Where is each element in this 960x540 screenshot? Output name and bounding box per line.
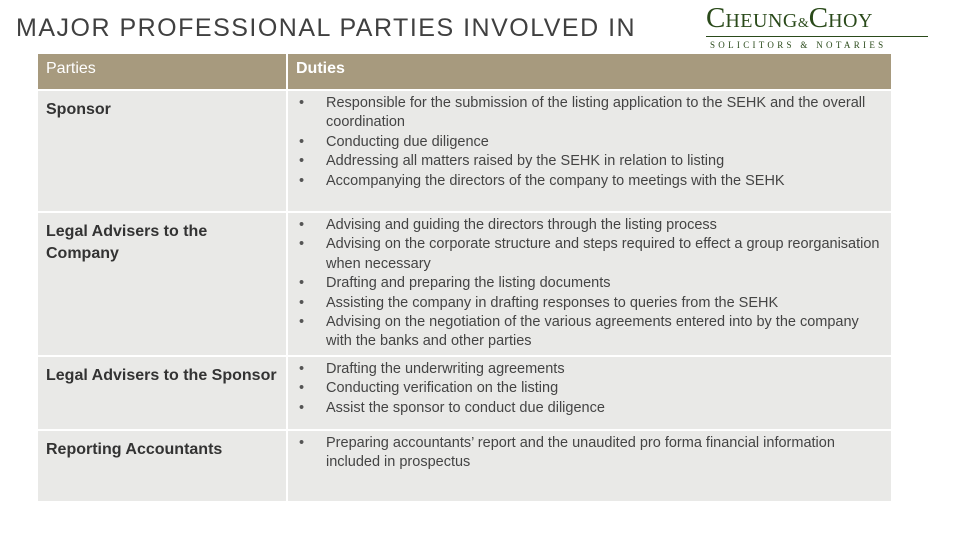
logo-divider bbox=[706, 36, 928, 37]
party-cell bbox=[38, 91, 288, 211]
party-cell bbox=[38, 213, 288, 355]
duty-item: • Assist the sponsor to conduct due diligence bbox=[296, 399, 883, 418]
table-header-row bbox=[38, 54, 891, 91]
slide-title: MAJOR PROFESSIONAL PARTIES INVOLVED IN bbox=[16, 14, 637, 42]
duty-item: • Conducting due diligence bbox=[296, 133, 883, 152]
table-row bbox=[38, 91, 891, 213]
duty-item: • Advising and guiding the directors through the listing process bbox=[296, 216, 883, 235]
logo-tagline: SOLICITORS & NOTARIES bbox=[710, 40, 887, 50]
table-row bbox=[38, 431, 891, 503]
duty-item: • Conducting verification on the listing bbox=[296, 379, 883, 398]
duty-item: • Preparing accountants’ report and the unaudited pro forma financial information included in prospectus bbox=[296, 434, 883, 473]
logo-word: HEUNG bbox=[725, 10, 798, 32]
logo-letter: C bbox=[808, 2, 829, 34]
duties-cell bbox=[288, 91, 891, 211]
party-cell bbox=[38, 357, 288, 429]
header-parties: Parties bbox=[38, 54, 288, 89]
party-cell bbox=[38, 431, 288, 501]
duty-item: • Accompanying the directors of the company to meetings with the SEHK bbox=[296, 172, 883, 191]
duty-item: • Responsible for the submission of the listing application to the SEHK and the overall coordination bbox=[296, 94, 883, 133]
logo-ampersand: & bbox=[797, 16, 809, 31]
parties-table bbox=[38, 54, 891, 503]
party-name: Legal Advisers to the Company bbox=[46, 223, 208, 262]
duty-item: • Drafting the underwriting agreements bbox=[296, 360, 883, 379]
table-row bbox=[38, 213, 891, 357]
duties-cell bbox=[288, 213, 891, 355]
duties-cell bbox=[288, 357, 891, 429]
duty-item: • Drafting and preparing the listing documents bbox=[296, 274, 883, 293]
duties-list bbox=[296, 94, 883, 191]
duty-item: • Assisting the company in drafting responses to queries from the SEHK bbox=[296, 294, 883, 313]
logo-letter: C bbox=[706, 2, 726, 34]
firm-logo bbox=[706, 4, 928, 50]
header-duties: Duties bbox=[296, 60, 345, 77]
duties-list bbox=[296, 434, 883, 473]
party-name: Reporting Accountants bbox=[46, 441, 223, 458]
duties-list bbox=[296, 216, 883, 352]
party-name: Legal Advisers to the Sponsor bbox=[46, 367, 277, 384]
logo-word: HOY bbox=[828, 10, 873, 32]
duty-item: • Advising on the corporate structure and steps required to effect a group reorganisation when necessary bbox=[296, 235, 883, 274]
table-row bbox=[38, 357, 891, 431]
duty-item: • Addressing all matters raised by the SEHK in relation to listing bbox=[296, 152, 883, 171]
duty-item: • Advising on the negotiation of the various agreements entered into by the company with the banks and other parties bbox=[296, 313, 883, 352]
duties-cell bbox=[288, 431, 891, 501]
logo-wordmark bbox=[706, 4, 873, 33]
party-name: Sponsor bbox=[46, 101, 111, 118]
duties-list bbox=[296, 360, 883, 418]
